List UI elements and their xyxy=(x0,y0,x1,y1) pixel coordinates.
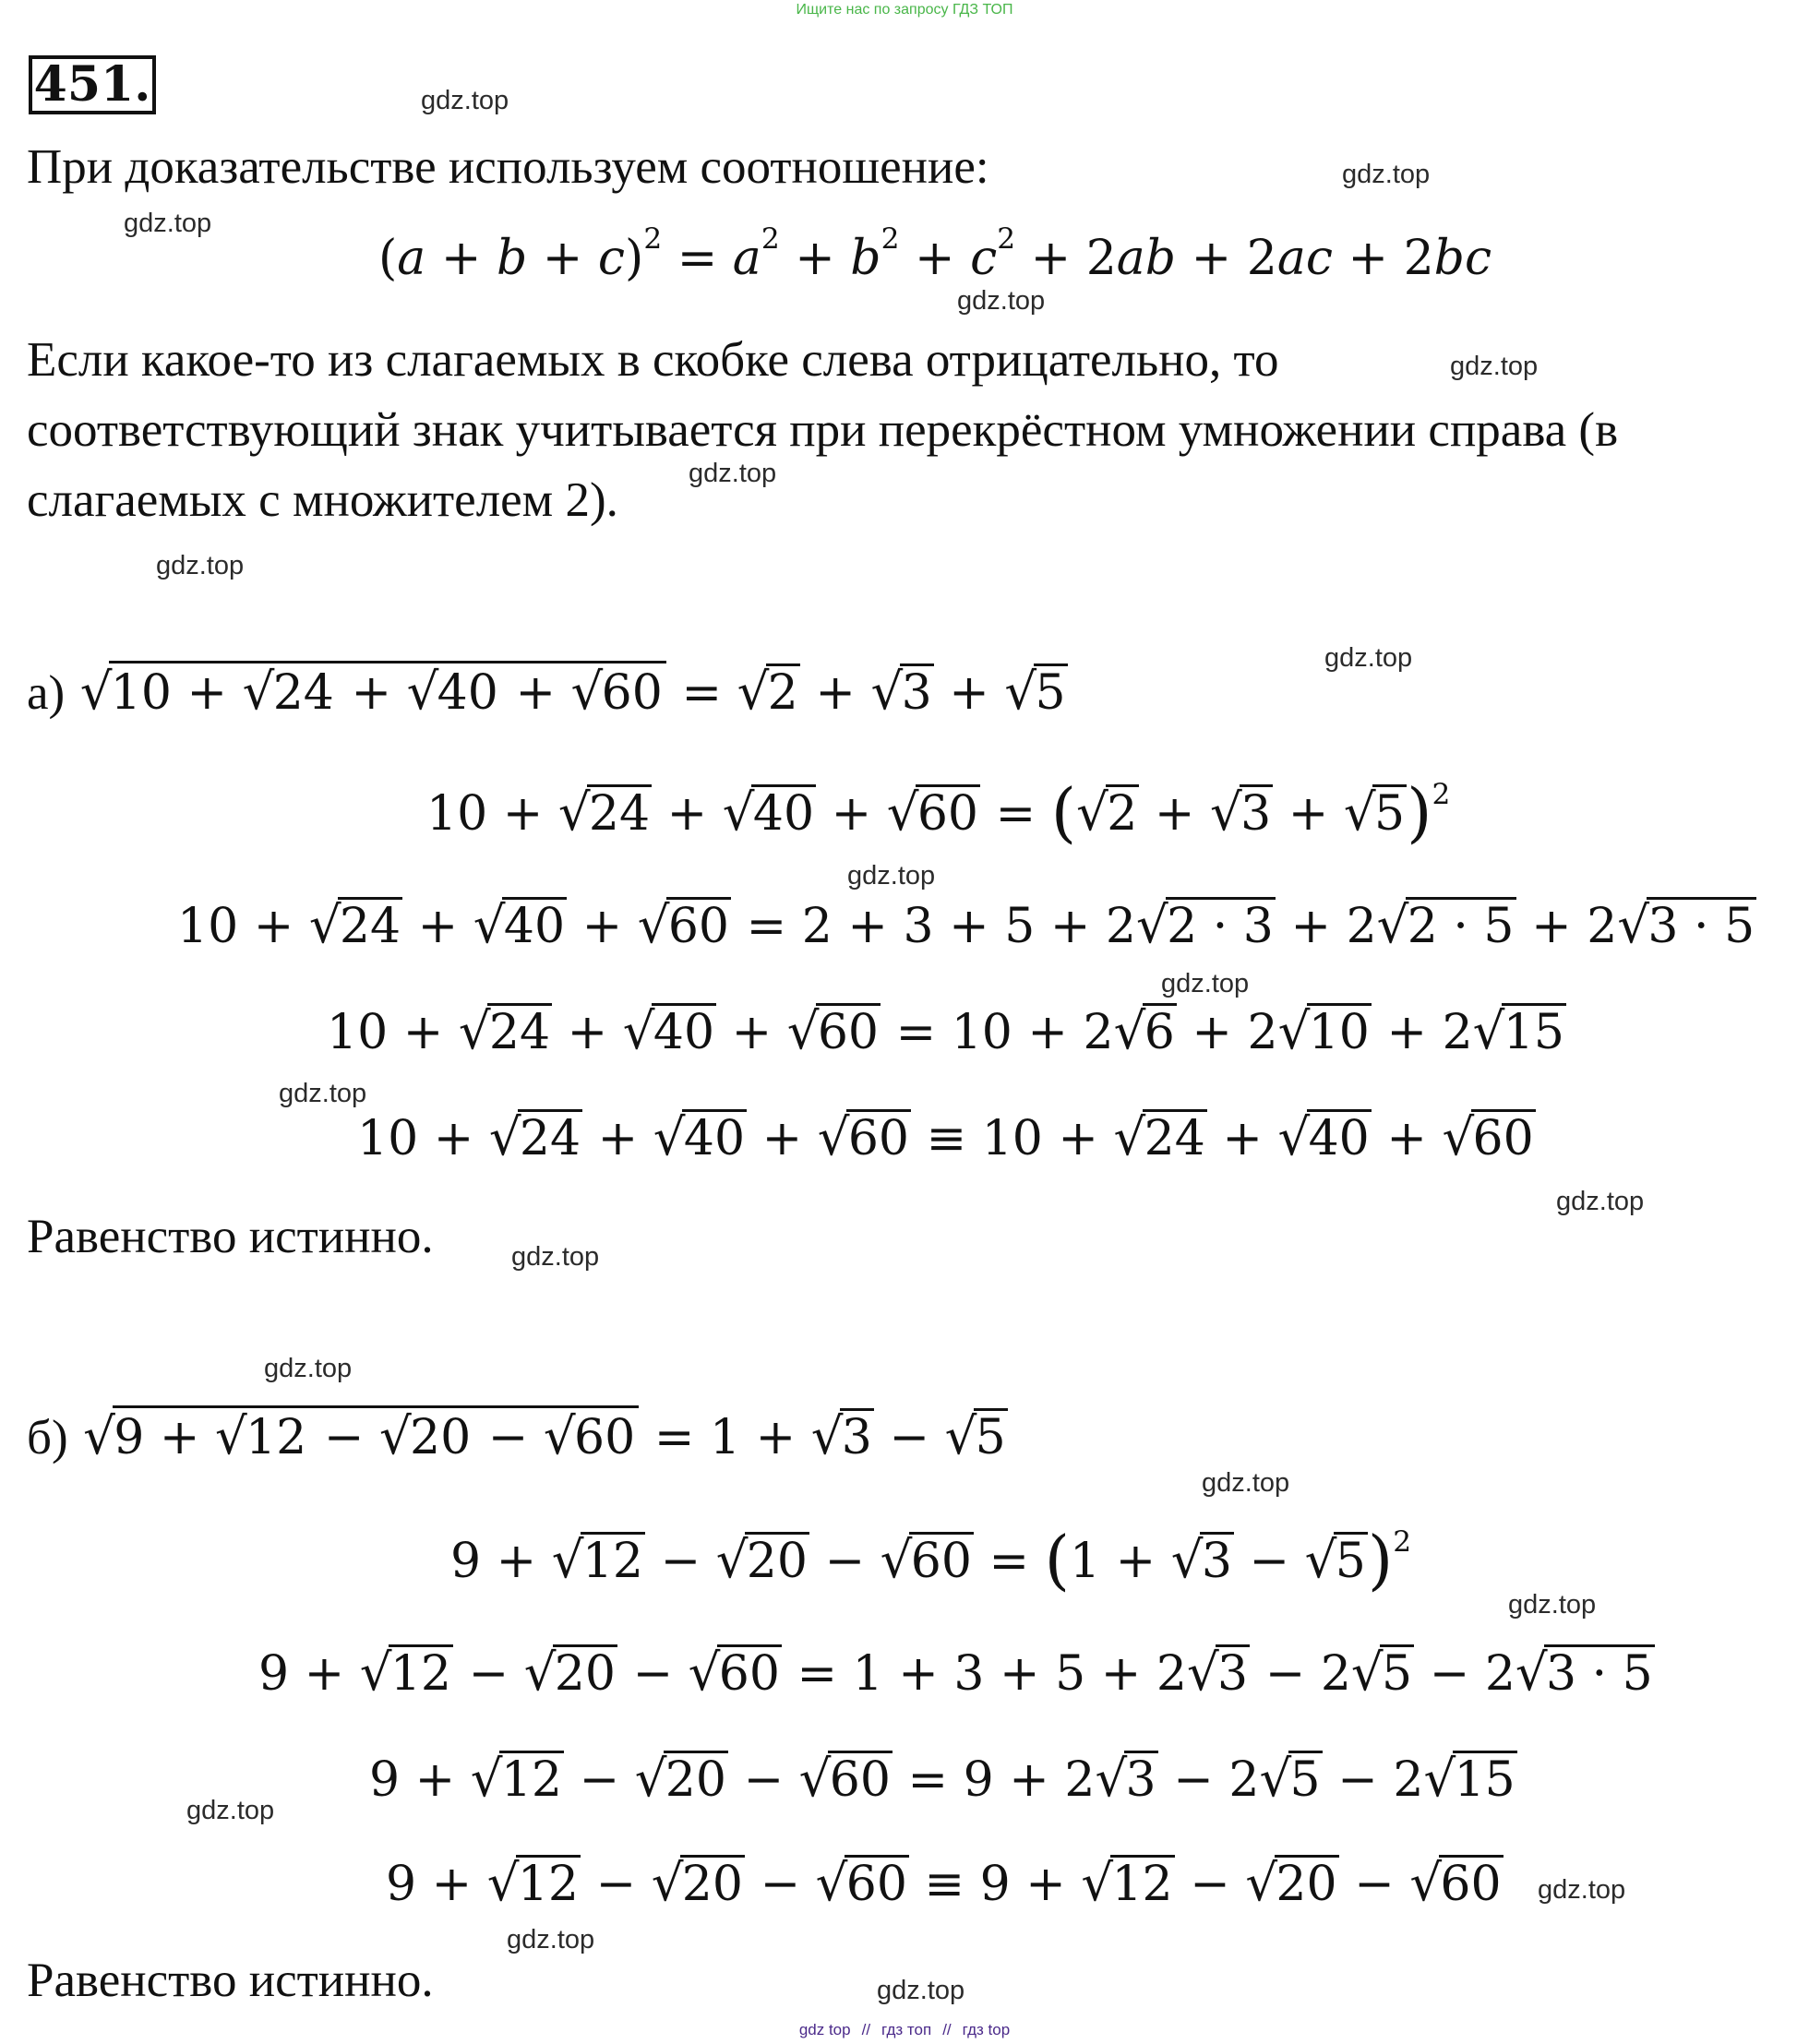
intro-line-4: слагаемых с множителем 2). xyxy=(27,473,618,527)
identity-formula: $(a + b + c)^2 = a^2 + b^2 + c^2 + 2ab + 2ac + 2bc$ xyxy=(378,221,1492,286)
bottom-banner: gdz top // гдз топ // гдз top xyxy=(798,2021,1011,2038)
top-banner: Ищите нас по запросу ГДЗ ТОП xyxy=(796,2,1013,18)
part-a-conclusion: Равенство истинно. xyxy=(27,1210,434,1263)
part-b-label: б) xyxy=(27,1411,68,1465)
watermark: gdz.top xyxy=(156,551,245,580)
part-b-statement: б) √9 + √12 − √20 − √60 = 1 + √3 − √5 xyxy=(27,1405,1008,1465)
watermark: gdz.top xyxy=(279,1079,367,1108)
watermark: gdz.top xyxy=(877,1976,965,2005)
part-b-step-2: 9 + √12 − √20 − √60 = 1 + 3 + 5 + 2√3 − 2√5 − 2√3 · 5 xyxy=(258,1643,1655,1702)
watermark: gdz.top xyxy=(511,1242,600,1272)
watermark: gdz.top xyxy=(507,1925,595,1954)
watermark: gdz.top xyxy=(1538,1875,1626,1905)
watermark: gdz.top xyxy=(186,1796,275,1825)
watermark: gdz.top xyxy=(1508,1590,1597,1620)
part-a-label: а) xyxy=(27,666,66,721)
watermark: gdz.top xyxy=(1450,352,1539,381)
problem-number: 451. xyxy=(29,55,156,114)
watermark: gdz.top xyxy=(689,459,777,488)
watermark: gdz.top xyxy=(1556,1187,1645,1216)
intro-line-3: соответствующий знак учитывается при перекрёстном умножении справа (в xyxy=(27,403,1619,457)
watermark: gdz.top xyxy=(847,861,936,891)
part-b-step-3: 9 + √12 − √20 − √60 = 9 + 2√3 − 2√5 − 2√15 xyxy=(369,1749,1517,1808)
part-a-step-2: 10 + √24 + √40 + √60 = 2 + 3 + 5 + 2√2 · 3 + 2√2 · 5 + 2√3 · 5 xyxy=(177,895,1756,954)
watermark: gdz.top xyxy=(957,286,1046,316)
part-b-step-1: $9 + √12 - √20 - √60 = (1 + √3 - √5)^2$ xyxy=(450,1522,1412,1598)
part-b-step-4: 9 + √12 − √20 − √60 ≡ 9 + √12 − √20 − √60 xyxy=(386,1853,1504,1912)
intro-line-1: При доказательстве используем соотношение: xyxy=(27,140,989,194)
watermark: gdz.top xyxy=(124,209,212,238)
watermark: gdz.top xyxy=(264,1354,353,1383)
watermark: gdz.top xyxy=(1324,643,1413,673)
intro-line-2: Если какое-то из слагаемых в скобке слева отрицательно, то xyxy=(27,333,1279,387)
watermark: gdz.top xyxy=(1202,1468,1290,1498)
watermark: gdz.top xyxy=(421,86,509,115)
watermark: gdz.top xyxy=(1342,160,1431,189)
part-a-statement: а) √10 + √24 + √40 + √60 = √2 + √3 + √5 xyxy=(27,661,1068,721)
watermark: gdz.top xyxy=(1161,969,1250,998)
part-a-step-3: 10 + √24 + √40 + √60 = 10 + 2√6 + 2√10 + 2√15 xyxy=(327,1001,1566,1060)
part-b-conclusion: Равенство истинно. xyxy=(27,1954,434,2007)
part-a-step-1: $10 + √24 + √40 + √60 = (√2 + √3 + √5)^2$ xyxy=(426,774,1451,851)
part-a-step-4: 10 + √24 + √40 + √60 ≡ 10 + √24 + √40 + √60 xyxy=(357,1107,1536,1166)
